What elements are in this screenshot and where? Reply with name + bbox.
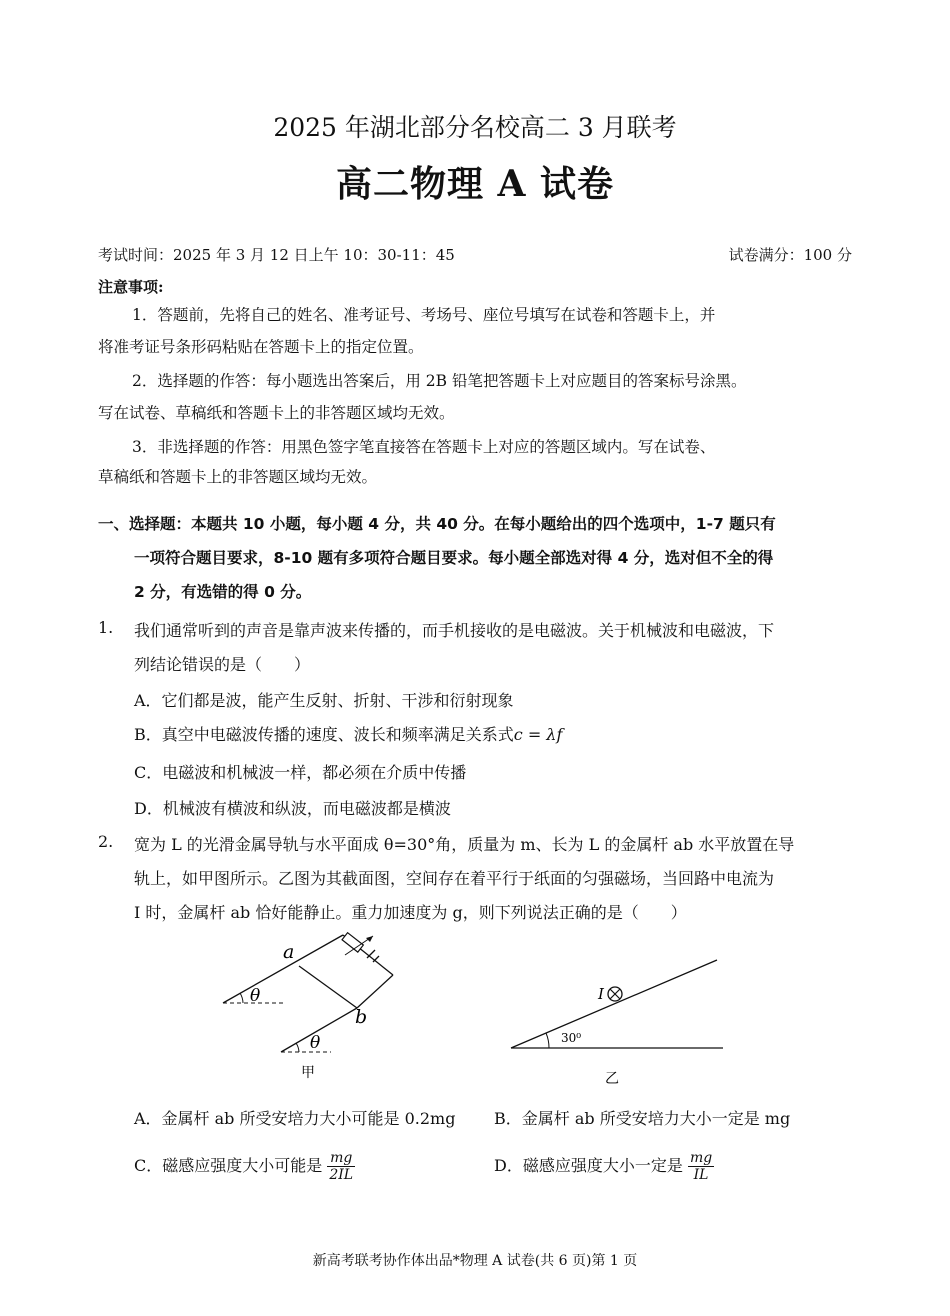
notice-line-3: 2．选择题的作答：每小题选出答案后，用 2B 铅笔把答题卡上对应题目的答案标号涂黑。 <box>132 372 747 390</box>
label-a: a <box>283 941 295 963</box>
caption-yi: 乙 <box>605 1071 619 1087</box>
q1-option-c: C．电磁波和机械波一样，都必须在介质中传播 <box>134 763 467 782</box>
page-footer: 新高考联考协作体出品*物理 A 试卷(共 6 页)第 1 页 <box>312 1253 638 1269</box>
q2-option-c-fraction: $\frac{mg}{2IL}$ <box>329 1150 354 1183</box>
q2-stem-line-2: 轨上，如甲图所示。乙图为其截面图，空间存在着平行于纸面的匀强磁场，当回路中电流为 <box>134 869 775 888</box>
q2-option-d-fraction: $\frac{mg}{IL}$ <box>689 1150 713 1183</box>
label-angle: 30⁰ <box>561 1031 582 1045</box>
section-heading-line-1: 一、选择题：本题共 10 小题，每小题 4 分，共 40 分。在每小题给出的四个选项中，1-7 题只有 <box>98 515 776 533</box>
notice-line-4: 写在试卷、草稿纸和答题卡上的非答题区域均无效。 <box>98 404 455 422</box>
label-theta-upper: θ <box>250 986 261 1006</box>
label-theta-lower: θ <box>310 1033 321 1053</box>
q1-option-a: A．它们都是波，能产生反射、折射、干涉和衍射现象 <box>134 691 514 710</box>
notice-line-1: 1．答题前，先将自己的姓名、准考证号、考场号、座位号填写在试卷和答题卡上，并 <box>132 306 716 324</box>
q2-option-c: C．磁感应强度大小可能是 $\frac{mg}{2IL}$ <box>134 1150 354 1183</box>
q1-option-b: B．真空中电磁波传播的速度、波长和频率满足关系式c = λf <box>134 725 563 744</box>
exam-title: 2025 年湖北部分名校高二 3 月联考 <box>273 113 677 142</box>
label-current: I <box>598 985 604 1003</box>
notice-line-5: 3．非选择题的作答：用黑色签字笔直接答在答题卡上对应的答题区域内。写在试卷、 <box>132 438 716 456</box>
paper-title: 高二物理 A 试卷 <box>336 163 614 205</box>
notice-line-2: 将准考证号条形码粘贴在答题卡上的指定位置。 <box>98 338 424 356</box>
exam-time: 考试时间：2025 年 3 月 12 日上午 10：30-11：45 <box>98 246 455 264</box>
q1-formula: c = λf <box>513 725 563 744</box>
q1-stem-line-1: 我们通常听到的声音是靠声波来传播的，而手机接收的是电磁波。关于机械波和电磁波，下 <box>134 621 775 640</box>
notice-title: 注意事项: <box>98 278 164 296</box>
q1-stem-line-2: 列结论错误的是（ ） <box>134 655 311 674</box>
label-b: b <box>355 1006 368 1028</box>
q2-stem-line-1: 宽为 L 的光滑金属导轨与水平面成 θ=30°角，质量为 m、长为 L 的金属杆 ab 水平放置在导 <box>134 835 795 854</box>
q1-number: 1. <box>98 618 114 637</box>
figure-jia <box>215 930 415 1080</box>
q2-option-a: A．金属杆 ab 所受安培力大小可能是 0.2mg <box>134 1109 456 1128</box>
notice-line-6: 草稿纸和答题卡上的非答题区域均无效。 <box>98 468 378 486</box>
caption-jia: 甲 <box>301 1065 315 1080</box>
q2-option-b: B．金属杆 ab 所受安培力大小一定是 mg <box>494 1109 791 1128</box>
figure-yi <box>505 950 730 1090</box>
section-heading-line-3: 2 分，有选错的得 0 分。 <box>134 583 312 601</box>
q2-option-d: D．磁感应强度大小一定是 $\frac{mg}{IL}$ <box>494 1150 713 1183</box>
q2-stem-line-3: I 时，金属杆 ab 恰好能静止。重力加速度为 g，则下列说法正确的是（ ） <box>134 903 687 922</box>
section-heading-line-2: 一项符合题目要求，8-10 题有多项符合题目要求。每小题全部选对得 4 分，选对但不全的得 <box>134 549 774 567</box>
q2-number: 2. <box>98 832 114 851</box>
full-score: 试卷满分：100 分 <box>728 246 852 264</box>
q1-option-d: D．机械波有横波和纵波，而电磁波都是横波 <box>134 799 451 818</box>
